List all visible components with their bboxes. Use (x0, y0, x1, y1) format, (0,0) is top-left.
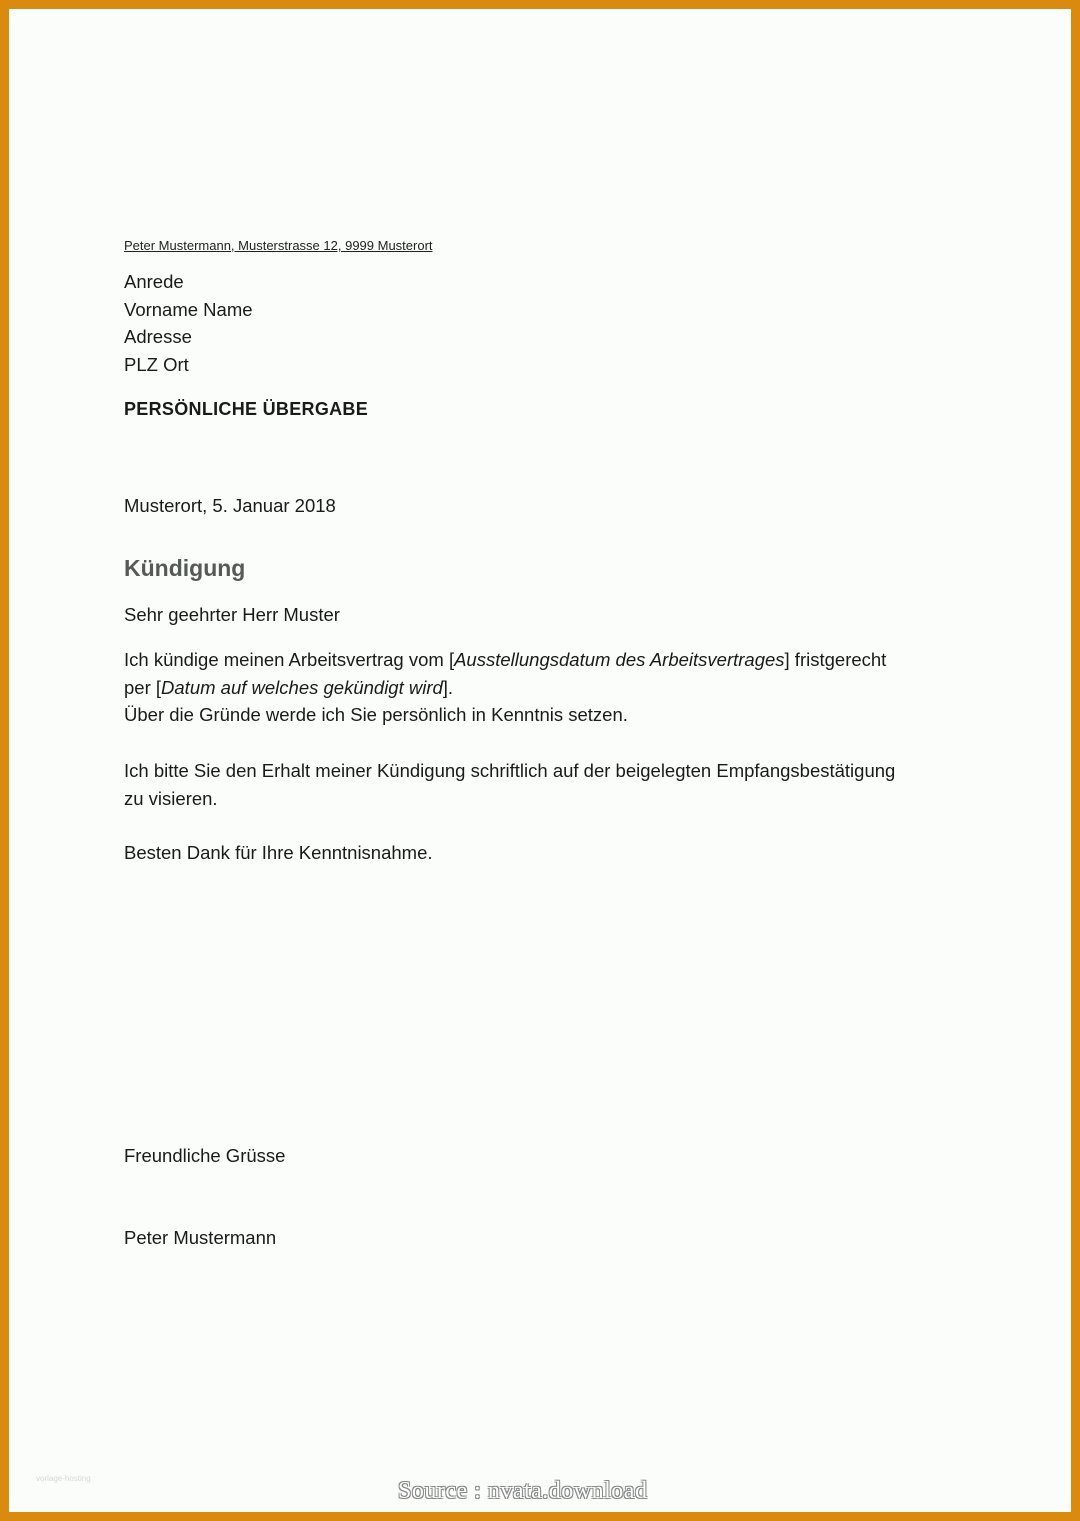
thanks-line: Besten Dank für Ihre Kenntnisnahme. (124, 842, 433, 863)
letter-subject: Kündigung (124, 555, 246, 581)
recipient-salutation: Anrede (124, 271, 184, 292)
signature: Peter Mustermann (124, 1227, 277, 1248)
paragraph-line: Über die Gründe werde ich Sie persönlich in Kenntnis setzen. (124, 704, 628, 726)
letter-page (9, 9, 1071, 1512)
paragraph-line: per [Datum auf welches gekündigt wird]. (124, 676, 454, 698)
faint-watermark: vorlage-hosting (36, 1474, 91, 1483)
paragraph-termination (124, 646, 886, 729)
recipient-address: Adresse (124, 326, 192, 347)
paragraph-line: zu visieren. (124, 787, 218, 809)
recipient-name: Vorname Name (124, 298, 253, 320)
source-watermark: Source : nvata.download (398, 1478, 648, 1504)
paragraph-line: Ich bitte Sie den Erhalt meiner Kündigung schriftlich auf der beigelegten Empfangsbestätigung (124, 760, 896, 781)
placeholder-contract-date: Ausstellungsdatum des Arbeitsvertrages (454, 649, 785, 670)
closing: Freundliche Grüsse (124, 1145, 286, 1166)
greeting: Sehr geehrter Herr Muster (124, 604, 340, 625)
paragraph-line: Ich kündige meinen Arbeitsvertrag vom [Ausstellungsdatum des Arbeitsvertrages] fristgerecht (124, 649, 887, 670)
placeholder-termination-date: Datum auf welches gekündigt wird (161, 676, 443, 698)
paragraph-confirmation (124, 757, 895, 812)
sender-line: Peter Mustermann, Musterstrasse 12, 9999 Musterort (124, 238, 433, 253)
recipient-city: PLZ Ort (124, 353, 189, 375)
delivery-note: PERSÖNLICHE ÜBERGABE (124, 399, 369, 419)
place-date: Musterort, 5. Januar 2018 (124, 495, 336, 516)
